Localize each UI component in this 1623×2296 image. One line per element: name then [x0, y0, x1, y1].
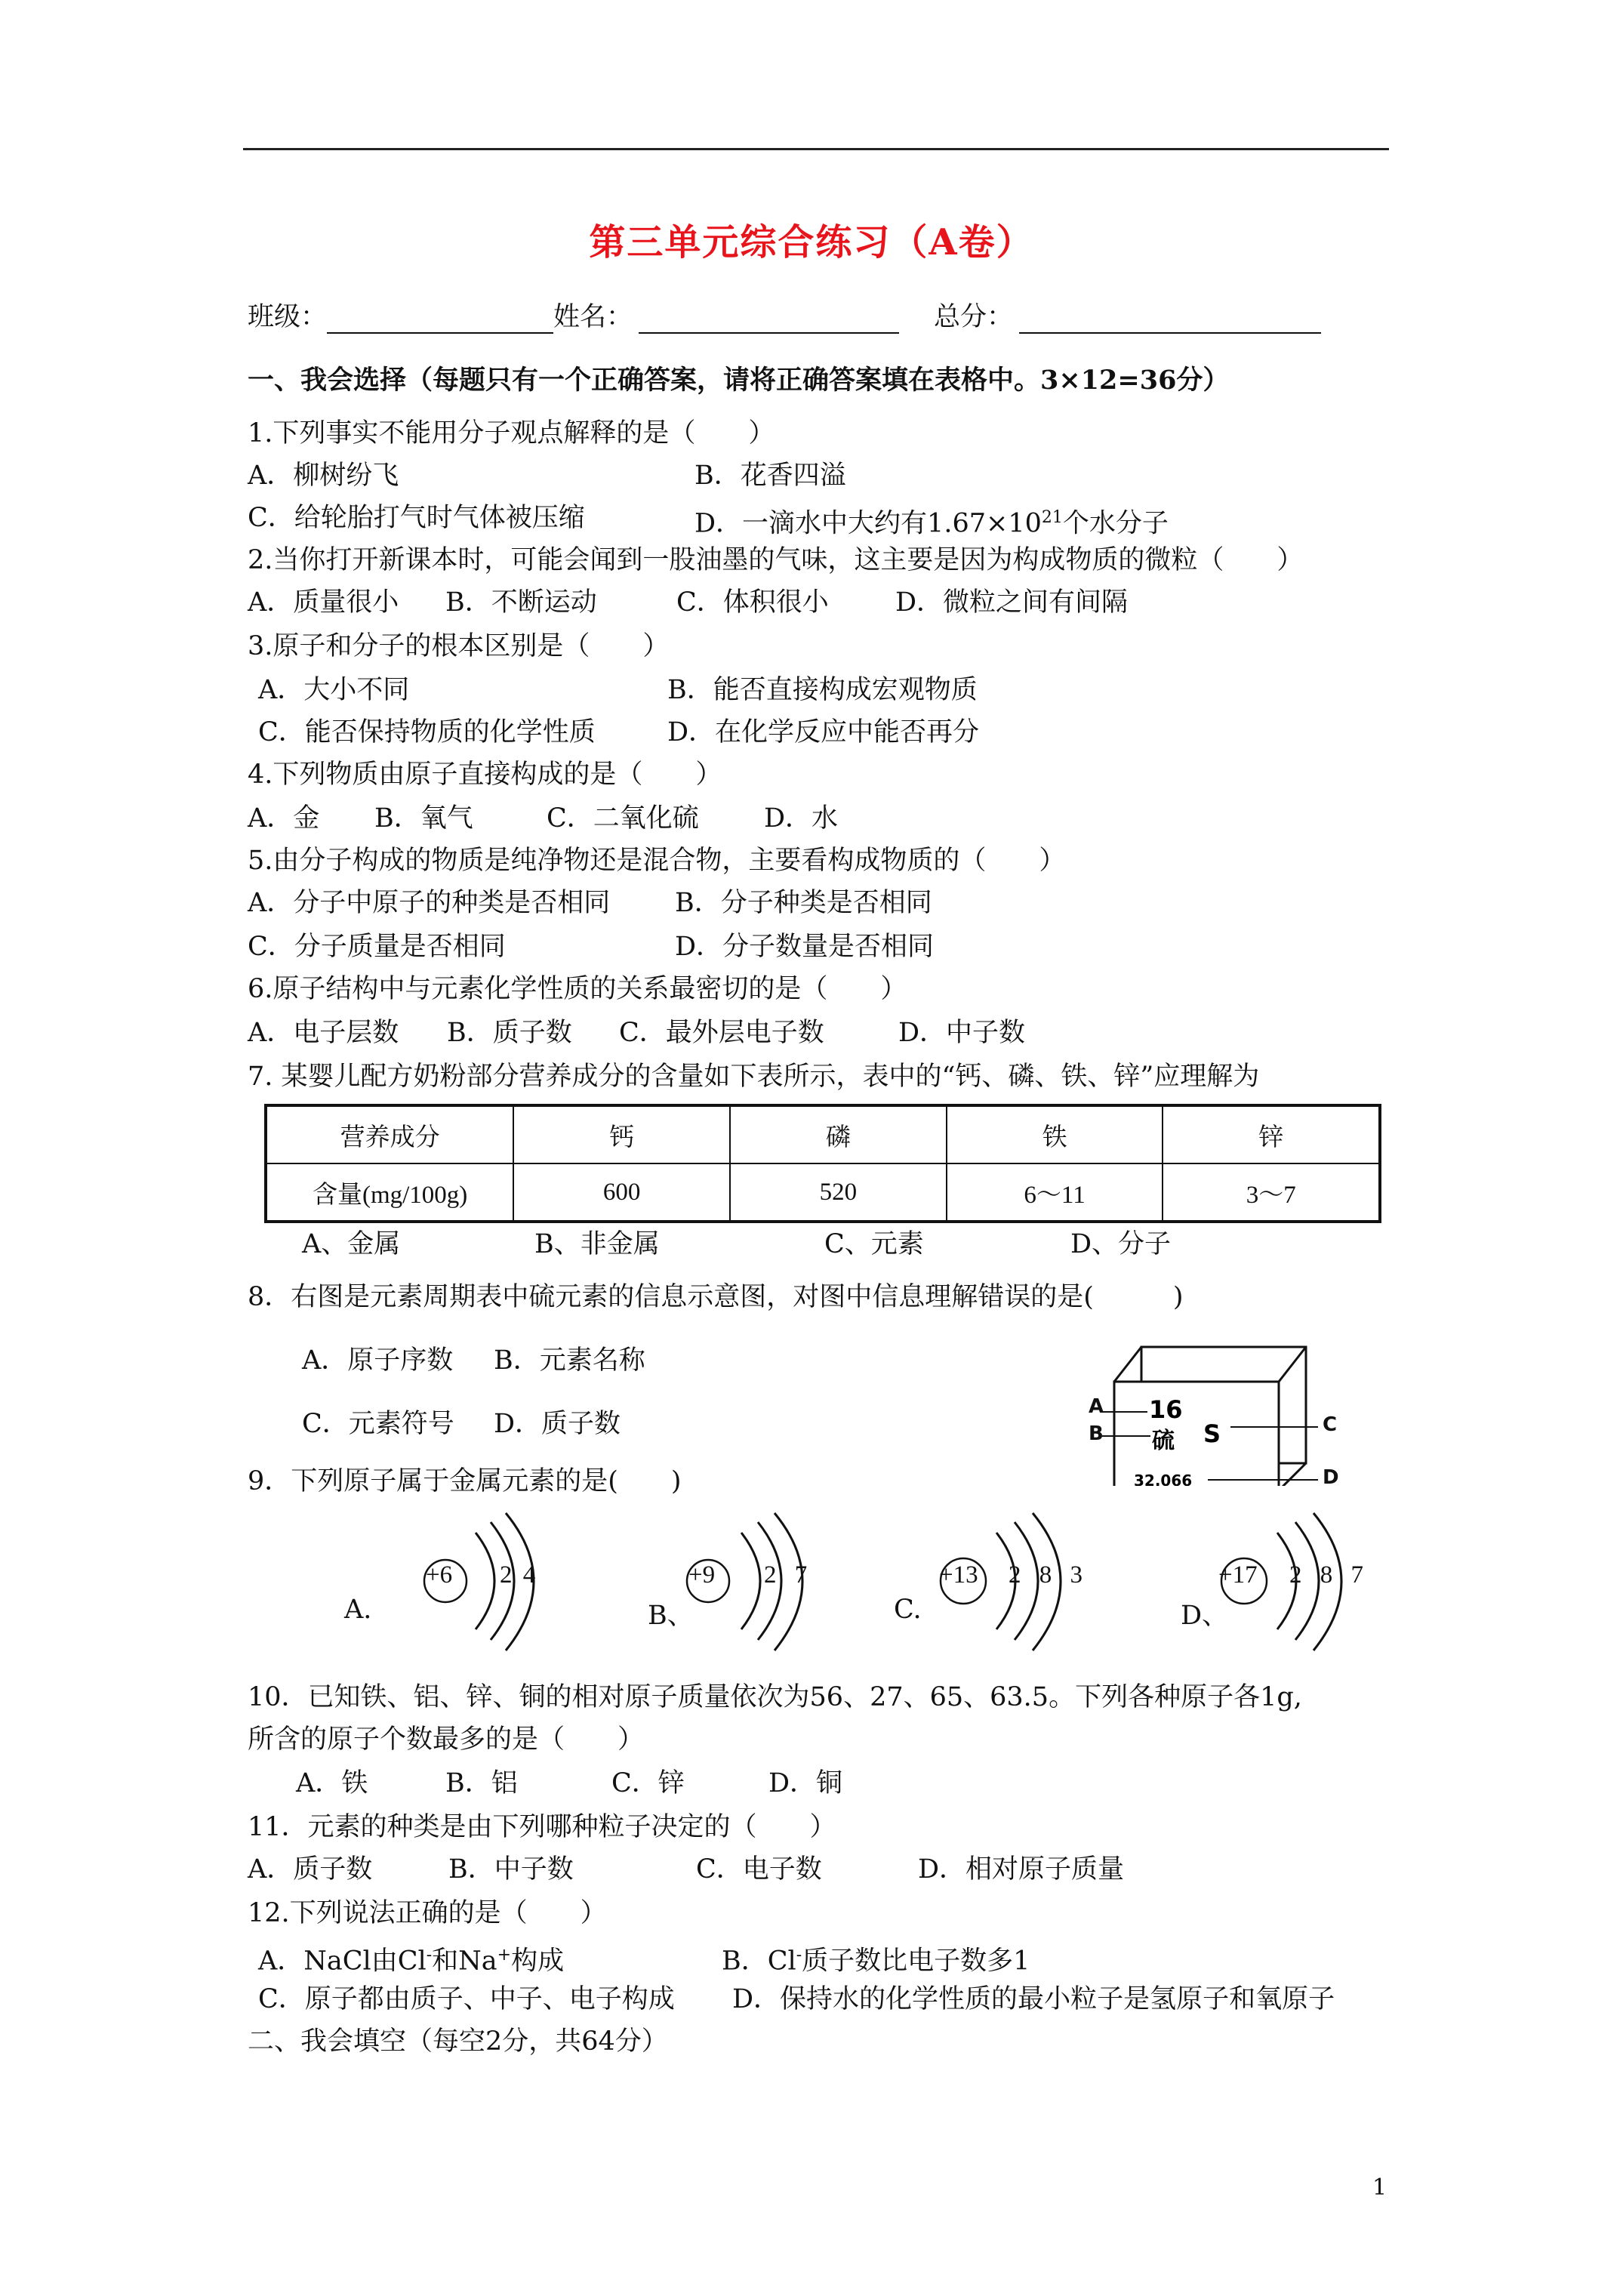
q4-option-b[interactable]: B．氧气 — [374, 803, 473, 834]
q6-option-b[interactable]: B．质子数 — [447, 1018, 572, 1048]
q4-option-d[interactable]: D．水 — [764, 803, 839, 834]
q11-option-b[interactable]: B．中子数 — [448, 1854, 574, 1885]
sulfur-element-cell-diagram — [1102, 1342, 1329, 1486]
class-field[interactable] — [327, 305, 553, 334]
q7-option-a[interactable]: A、金属 — [302, 1229, 401, 1259]
atom-d-electrons: 2 8 7 — [1289, 1561, 1363, 1589]
q12-option-a-mid: 和Na — [432, 1946, 497, 1977]
diagram-label-d: D — [1323, 1466, 1339, 1489]
q12-option-b-text: B．Cl — [722, 1946, 796, 1977]
atom-d-nucleus: +17 — [1218, 1561, 1258, 1589]
q1-option-d-text: D．一滴水中大约有1.67×10 — [694, 508, 1042, 539]
q12-option-a[interactable] — [258, 1939, 564, 1978]
diagram-label-c: C — [1323, 1413, 1338, 1436]
q7-stem: 7. 某婴儿配方奶粉部分营养成分的含量如下表所示，表中的“钙、磷、铁、锌”应理解为 — [248, 1062, 1260, 1092]
header-rule — [243, 148, 1389, 150]
q12-option-a-tail: 构成 — [511, 1946, 565, 1977]
table-header-cell: 锌 — [1163, 1105, 1380, 1163]
q4-option-c[interactable]: C．二氧化硫 — [547, 803, 699, 834]
q1-stem: 1.下列事实不能用分子观点解释的是（ ） — [248, 418, 775, 448]
table-cell: 3～7 — [1163, 1163, 1380, 1222]
q5-stem: 5.由分子构成的物质是纯净物还是混合物，主要看构成物质的（ ） — [248, 846, 1066, 876]
atomic-mass: 32.066 — [1134, 1472, 1193, 1486]
q6-option-d[interactable]: D．中子数 — [898, 1018, 1026, 1048]
q10-stem-line1: 10．已知铁、铝、锌、铜的相对原子质量依次为56、27、65、63.5。下列各种原子各1g, — [248, 1682, 1302, 1712]
q6-option-a[interactable]: A．电子层数 — [248, 1018, 399, 1048]
q4-option-a[interactable]: A．金 — [248, 803, 320, 834]
q3-option-d[interactable]: D．在化学反应中能否再分 — [667, 717, 980, 747]
chloride-charge: - — [796, 1946, 802, 1965]
score-field[interactable] — [1019, 305, 1321, 334]
table-cell: 含量(mg/100g) — [266, 1163, 513, 1222]
q2-option-c[interactable]: C．体积很小 — [676, 587, 829, 618]
q10-option-d[interactable]: D．铜 — [768, 1768, 843, 1798]
q8-option-b[interactable]: B．元素名称 — [494, 1345, 645, 1376]
score-label: 总分： — [934, 302, 1014, 332]
q3-stem: 3.原子和分子的根本区别是（ ） — [248, 631, 670, 661]
q12-option-c[interactable]: C．原子都由质子、中子、电子构成 — [258, 1984, 675, 2014]
table-header-cell: 铁 — [947, 1105, 1163, 1163]
q8-stem: 8．右图是元素周期表中硫元素的信息示意图，对图中信息理解错误的是( ) — [248, 1282, 1184, 1312]
q9-option-a-label[interactable]: A. — [344, 1595, 372, 1625]
q8-option-d[interactable]: D．质子数 — [494, 1409, 621, 1439]
atom-a-nucleus: +6 — [426, 1561, 453, 1589]
table-header-cell: 营养成分 — [266, 1105, 513, 1163]
atom-a-electrons: 2 4 — [500, 1561, 536, 1589]
q12-option-d[interactable]: D．保持水的化学性质的最小粒子是氢原子和氧原子 — [732, 1984, 1335, 2014]
q11-option-c[interactable]: C．电子数 — [696, 1854, 822, 1885]
table-header-cell: 磷 — [730, 1105, 947, 1163]
atom-b-nucleus: +9 — [688, 1561, 716, 1589]
table-cell: 6～11 — [947, 1163, 1163, 1222]
table-cell: 520 — [730, 1163, 947, 1222]
q5-option-d[interactable]: D．分子数量是否相同 — [675, 932, 935, 962]
q4-stem: 4.下列物质由原子直接构成的是（ ） — [248, 760, 722, 790]
section-2-heading: 二、我会填空（每空2分，共64分） — [248, 2026, 668, 2057]
page-title: 第三单元综合练习（A卷） — [589, 221, 1034, 264]
q12-option-b-tail: 质子数比电子数多1 — [802, 1946, 1030, 1977]
q3-option-c[interactable]: C．能否保持物质的化学性质 — [258, 717, 596, 747]
atom-c-nucleus: +13 — [939, 1561, 978, 1589]
q6-stem: 6.原子结构中与元素化学性质的关系最密切的是（ ） — [248, 974, 907, 1004]
q10-option-b[interactable]: B．铝 — [445, 1768, 518, 1798]
table-cell: 600 — [513, 1163, 730, 1222]
q9-stem: 9．下列原子属于金属元素的是( ) — [248, 1466, 682, 1496]
page-number: 1 — [1372, 2174, 1387, 2201]
table-header-row — [266, 1105, 1380, 1163]
q1-option-d[interactable] — [694, 501, 1169, 541]
q5-option-b[interactable]: B．分子种类是否相同 — [675, 888, 932, 918]
cell-front-face — [1114, 1382, 1279, 1486]
element-name: 硫 — [1152, 1428, 1175, 1454]
q1-option-a[interactable]: A．柳树纷飞 — [248, 461, 399, 491]
q3-option-a[interactable]: A．大小不同 — [258, 675, 410, 705]
student-info-line — [248, 300, 1321, 334]
q1-option-b[interactable]: B．花香四溢 — [694, 461, 846, 491]
table-header-cell: 钙 — [513, 1105, 730, 1163]
diagram-label-b: B — [1089, 1422, 1104, 1445]
atomic-number: 16 — [1149, 1395, 1183, 1424]
table-row — [266, 1163, 1380, 1222]
element-symbol: S — [1203, 1419, 1221, 1448]
q12-option-b[interactable] — [722, 1939, 1030, 1978]
q9-option-b-label[interactable]: B、 — [648, 1601, 694, 1631]
atom-c-electrons: 2 8 3 — [1009, 1561, 1083, 1589]
q3-option-b[interactable]: B．能否直接构成宏观物质 — [667, 675, 978, 705]
q2-option-d[interactable]: D．微粒之间有间隔 — [895, 587, 1129, 618]
q2-option-b[interactable]: B．不断运动 — [445, 587, 597, 618]
q10-option-c[interactable]: C．锌 — [611, 1768, 685, 1798]
sodium-charge: + — [497, 1946, 512, 1965]
q12-option-a-text: A．NaCl由Cl — [258, 1946, 427, 1977]
q2-option-a[interactable]: A．质量很小 — [248, 587, 399, 618]
name-field[interactable] — [639, 305, 899, 334]
q12-stem: 12.下列说法正确的是（ ） — [248, 1898, 607, 1928]
section-1-heading: 一、我会选择（每题只有一个正确答案，请将正确答案填在表格中。3×12=36分） — [248, 365, 1230, 396]
q11-option-d[interactable]: D．相对原子质量 — [918, 1854, 1125, 1885]
name-label: 姓名： — [553, 302, 633, 332]
q11-stem: 11．元素的种类是由下列哪种粒子决定的（ ） — [248, 1812, 836, 1842]
q1-option-c[interactable]: C．给轮胎打气时气体被压缩 — [248, 503, 585, 533]
q8-option-a[interactable]: A．原子序数 — [302, 1345, 454, 1376]
chloride-charge: - — [426, 1946, 433, 1965]
q5-option-c[interactable]: C．分子质量是否相同 — [248, 932, 506, 962]
q7-option-b[interactable]: B、非金属 — [534, 1229, 660, 1259]
q1-option-d-tail: 个水分子 — [1062, 508, 1169, 539]
q9-option-c-label[interactable]: C. — [894, 1595, 922, 1625]
q6-option-c[interactable]: C．最外层电子数 — [619, 1018, 824, 1048]
q11-option-a[interactable]: A．质子数 — [248, 1854, 373, 1885]
electron-shell — [476, 1533, 494, 1629]
atom-b-electrons: 2 7 — [764, 1561, 808, 1589]
q1-option-d-exponent: 21 — [1041, 508, 1063, 527]
q10-stem-line2: 所含的原子个数最多的是（ ） — [248, 1724, 645, 1755]
q5-option-a[interactable]: A．分子中原子的种类是否相同 — [248, 888, 611, 918]
diagram-label-a: A — [1089, 1395, 1104, 1418]
q2-stem: 2.当你打开新课本时，可能会闻到一股油墨的气味，这主要是因为构成物质的微粒（ ） — [248, 545, 1304, 575]
nutrition-table — [264, 1104, 1381, 1223]
class-label: 班级： — [248, 302, 328, 332]
q9-option-d-label[interactable]: D、 — [1181, 1601, 1229, 1631]
q7-option-d[interactable]: D、分子 — [1070, 1229, 1172, 1259]
q7-option-c[interactable]: C、元素 — [824, 1229, 924, 1259]
q8-option-c[interactable]: C．元素符号 — [302, 1409, 454, 1439]
electron-shell — [741, 1533, 760, 1629]
q10-option-a[interactable]: A．铁 — [296, 1768, 368, 1798]
